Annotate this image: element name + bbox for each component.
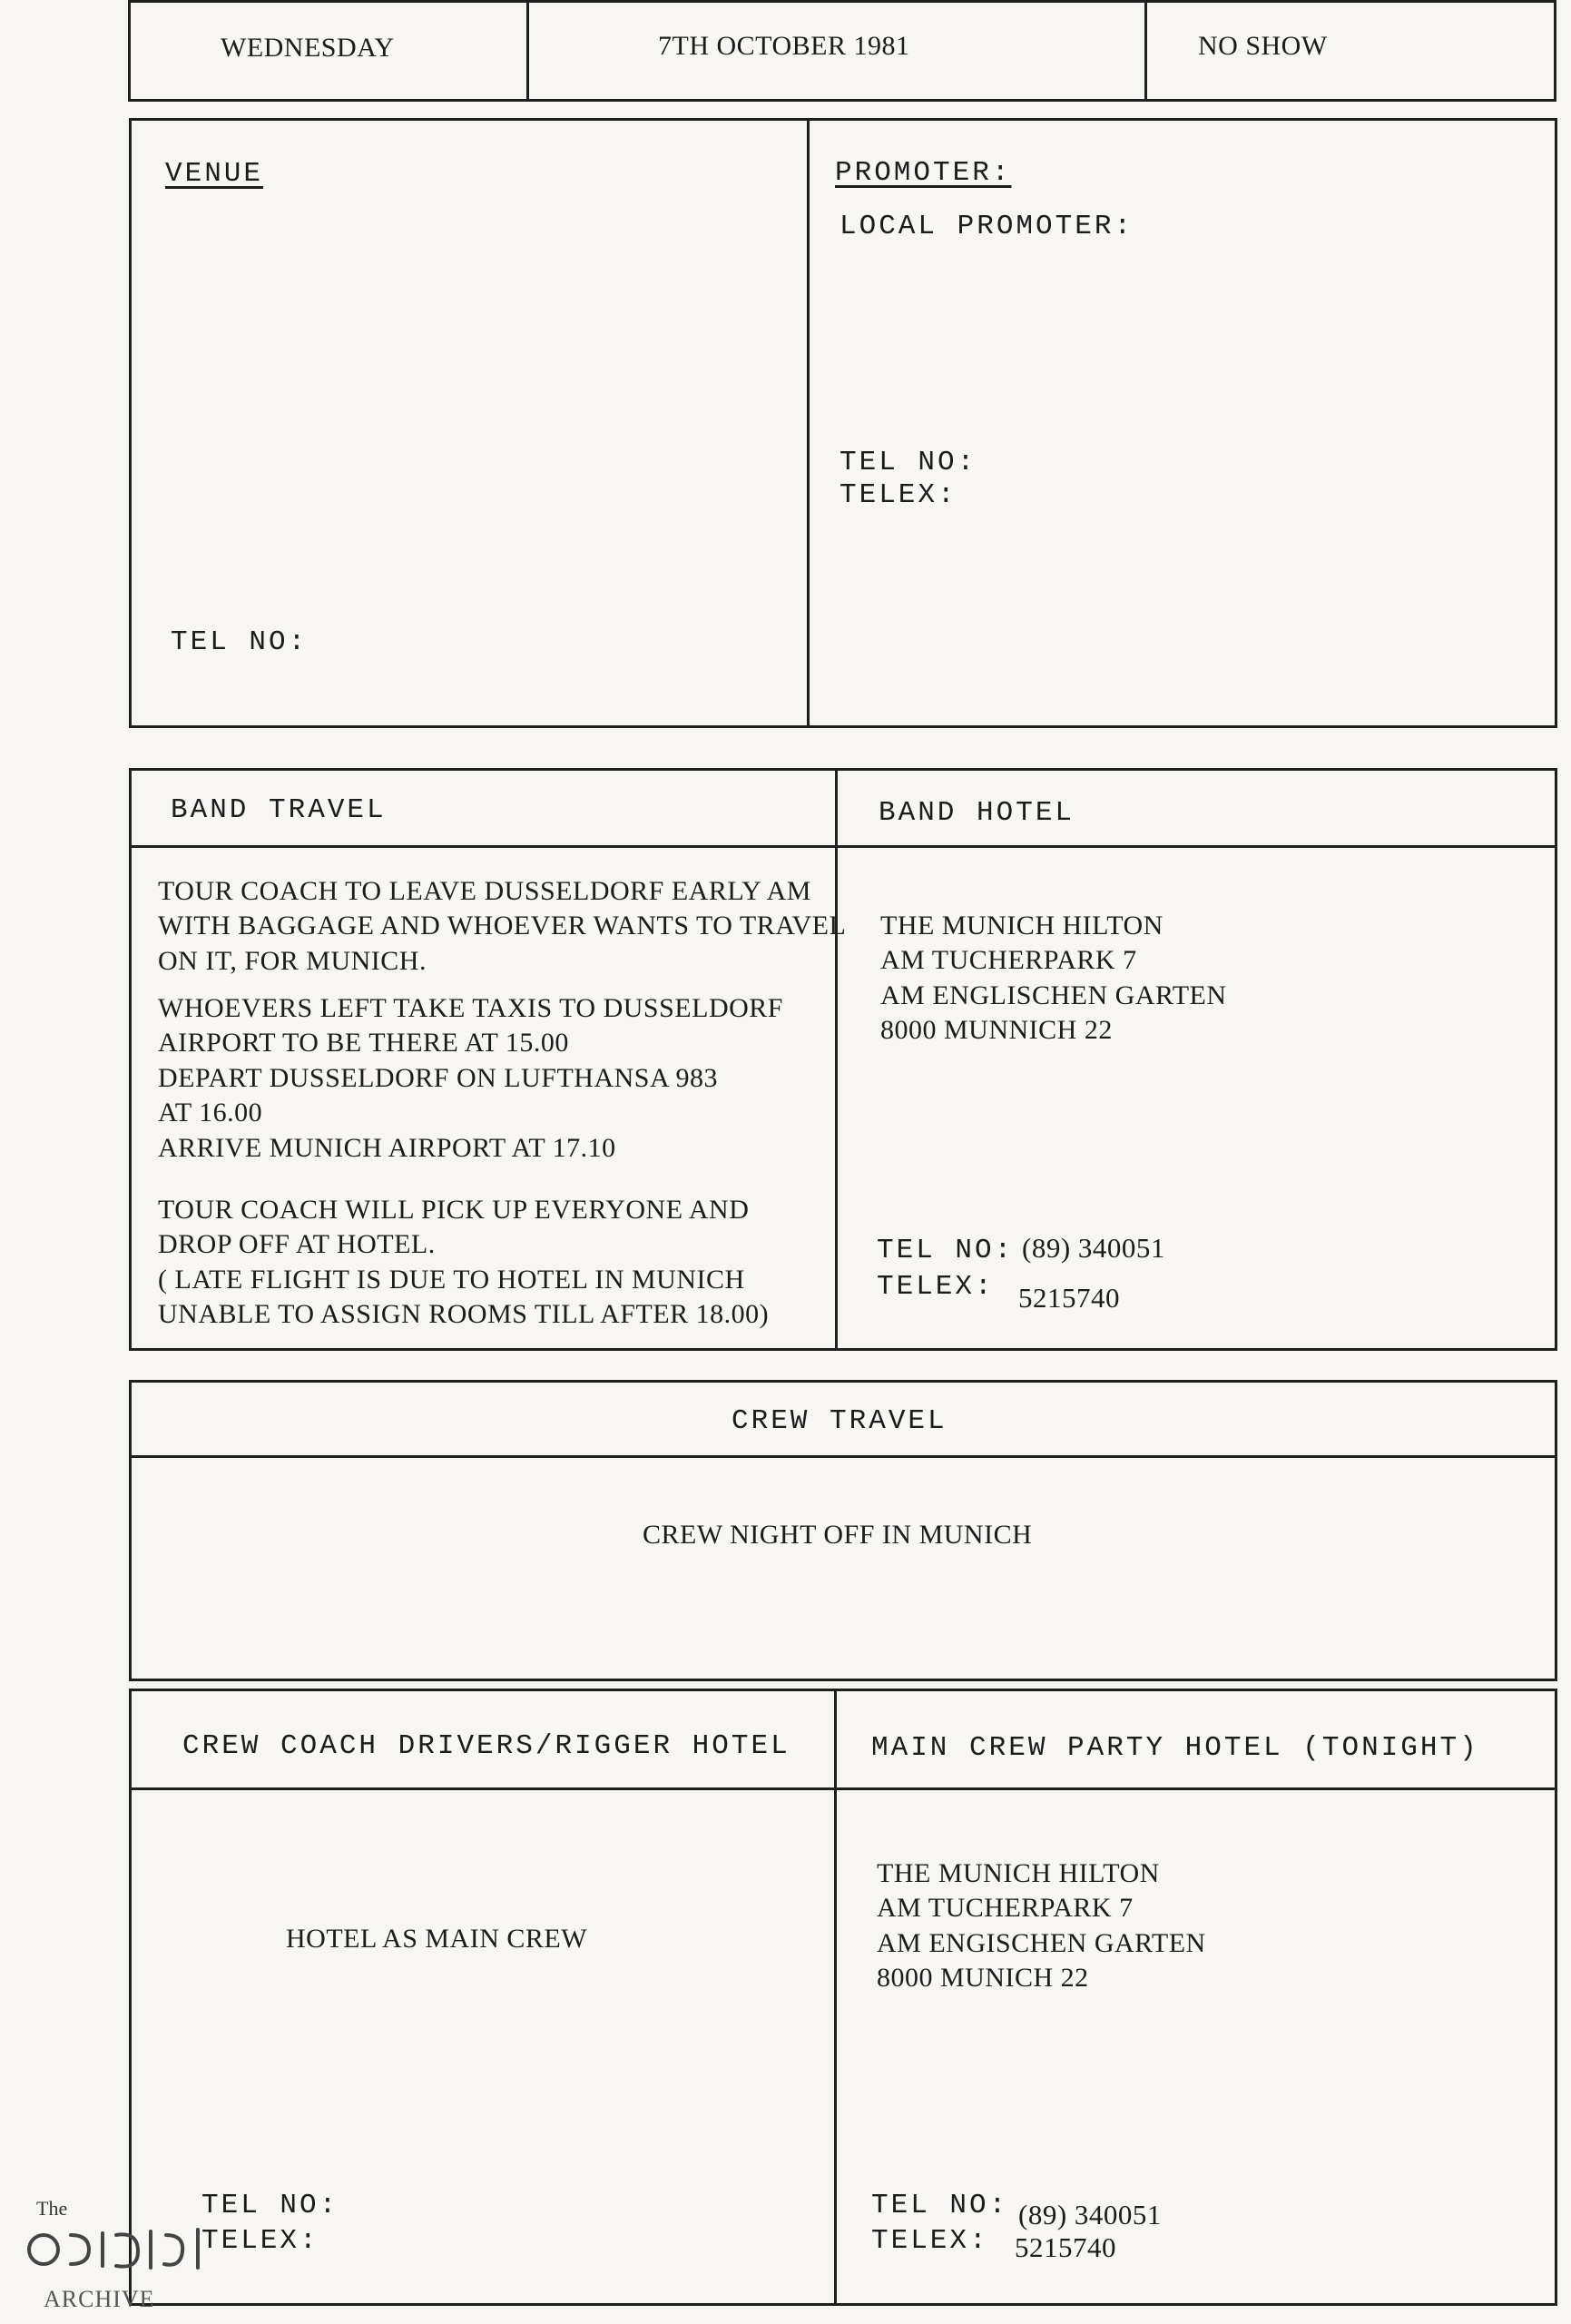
band-hotel-tel-value: (89) 340051	[1022, 1232, 1165, 1264]
archive-logo	[16, 2197, 234, 2315]
promoter-heading: PROMOTER:	[835, 157, 1012, 189]
band-divider	[835, 768, 838, 1351]
band-hotel-telex-label: TELEX:	[877, 1271, 995, 1303]
main-crew-hotel-address: THE MUNICH HILTON AM TUCHERPARK 7 AM ENGISCHEN GARTEN 8000 MUNICH 22	[877, 1858, 1206, 1994]
band-hotel-address: THE MUNICH HILTON AM TUCHERPARK 7 AM ENGLISCHEN GARTEN 8000 MUNNICH 22	[880, 911, 1227, 1046]
archive-logo-text: ARCHIVE	[44, 2286, 155, 2312]
header-status: NO SHOW	[1198, 31, 1328, 61]
local-promoter-label: LOCAL PROMOTER:	[840, 211, 1134, 242]
crew-coach-hotel-body: HOTEL AS MAIN CREW	[286, 1924, 588, 1954]
header-divider-2	[1144, 0, 1147, 102]
promoter-tel-label: TEL NO:	[840, 447, 977, 478]
venue-heading: VENUE	[165, 158, 264, 190]
crew-hotels-divider	[834, 1689, 837, 2306]
crew-hotels-header-line	[129, 1787, 1557, 1790]
main-crew-tel-label: TEL NO:	[871, 2190, 1009, 2221]
band-travel-heading: BAND TRAVEL	[171, 794, 387, 826]
header-divider-1	[526, 0, 529, 102]
main-crew-tel-value: (89) 340051	[1018, 2199, 1162, 2230]
header-date: 7TH OCTOBER 1981	[658, 31, 910, 61]
venue-promoter-divider	[807, 118, 810, 728]
band-hotel-tel-label: TEL NO:	[877, 1235, 1015, 1266]
header-day: WEDNESDAY	[221, 33, 395, 63]
crew-travel-header-line	[129, 1455, 1557, 1458]
band-travel-para1: TOUR COACH TO LEAVE DUSSELDORF EARLY AM WITH BAGGAGE AND WHOEVER WANTS TO TRAVEL ON IT, FOR MUNICH.	[158, 876, 847, 976]
crew-travel-body: CREW NIGHT OFF IN MUNICH	[643, 1520, 1033, 1550]
band-travel-para2: WHOEVERS LEFT TAKE TAXIS TO DUSSELDORF AIRPORT TO BE THERE AT 15.00 DEPART DUSSELDORF ON LUFTHANSA 983 AT 16.00 ARRIVE MUNICH AIRPORT AT 17.10	[158, 993, 783, 1163]
crew-coach-tel-label: TEL NO:	[201, 2190, 339, 2221]
promoter-telex-label: TELEX:	[840, 479, 957, 511]
main-crew-hotel-heading: MAIN CREW PARTY HOTEL (TONIGHT)	[871, 1732, 1479, 1764]
crew-coach-telex-label: TELEX:	[201, 2225, 319, 2257]
band-hotel-heading: BAND HOTEL	[879, 797, 1075, 829]
band-travel-para3: TOUR COACH WILL PICK UP EVERYONE AND DROP OFF AT HOTEL. ( LATE FLIGHT IS DUE TO HOTEL IN MUNICH UNABLE TO ASSIGN ROOMS TILL AFTER 18.00)	[158, 1195, 770, 1330]
main-crew-telex-value: 5215740	[1015, 2231, 1116, 2263]
archive-logo-the: The	[36, 2197, 68, 2220]
archive-logo-mark-icon	[16, 2222, 216, 2286]
band-hotel-telex-value: 5215740	[1018, 1282, 1120, 1314]
crew-hotels-box	[129, 1689, 1557, 2306]
crew-travel-heading: CREW TRAVEL	[731, 1405, 948, 1437]
crew-coach-hotel-heading: CREW COACH DRIVERS/RIGGER HOTEL	[182, 1730, 790, 1762]
venue-tel-label: TEL NO:	[171, 626, 309, 658]
band-header-line	[129, 845, 1557, 848]
main-crew-telex-label: TELEX:	[871, 2225, 989, 2257]
